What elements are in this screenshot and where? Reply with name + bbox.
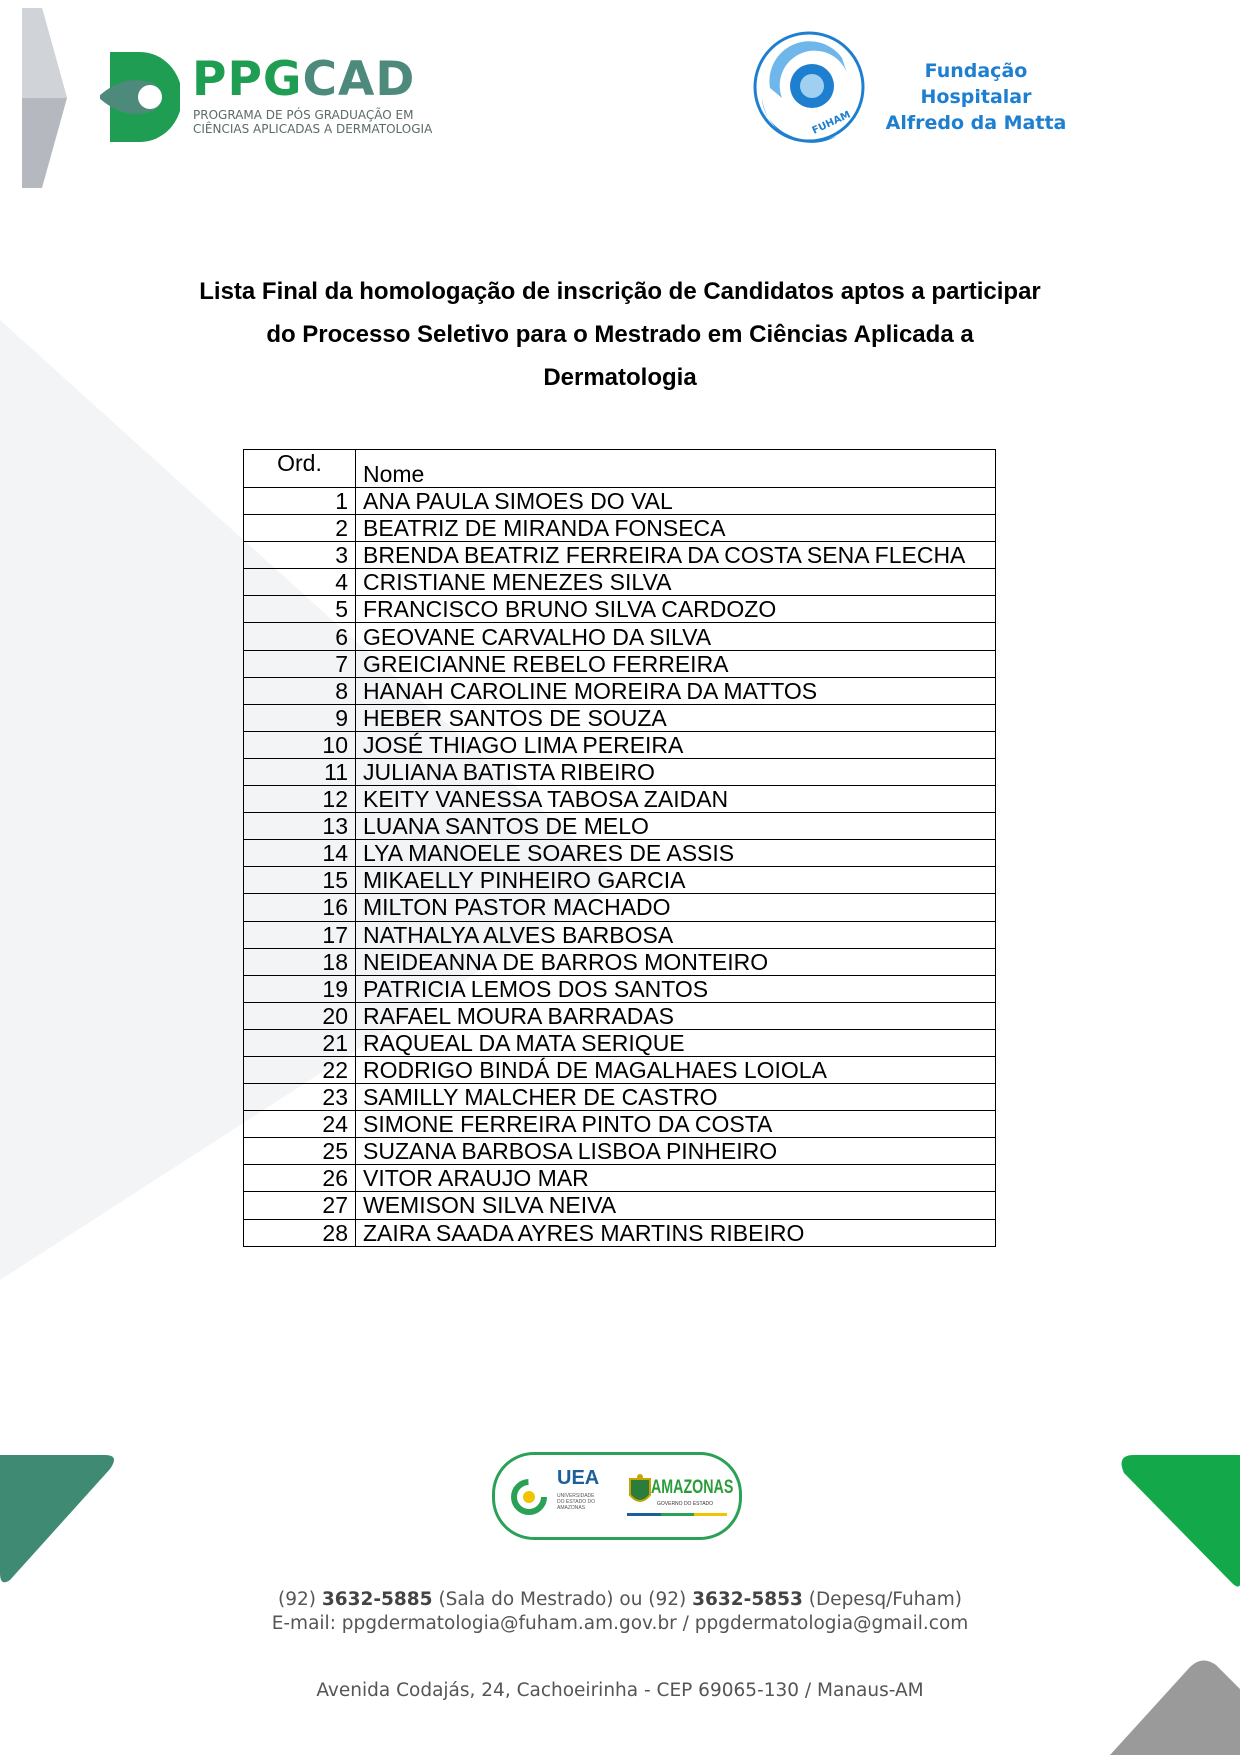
row-name: RAQUEAL DA MATA SERIQUE — [356, 1029, 996, 1056]
row-ord: 23 — [244, 1084, 356, 1111]
row-name: LYA MANOELE SOARES DE ASSIS — [356, 840, 996, 867]
row-ord: 2 — [244, 515, 356, 542]
row-name: MIKAELLY PINHEIRO GARCIA — [356, 867, 996, 894]
phone-line: (92) 3632-5885 (Sala do Mestrado) ou (92) 3632-5853 (Depesq/Fuham) — [278, 1589, 962, 1610]
row-name: WEMISON SILVA NEIVA — [356, 1192, 996, 1219]
bottom-right-gray-decoration — [1110, 1655, 1240, 1755]
row-name: GREICIANNE REBELO FERREIRA — [356, 650, 996, 677]
row-ord: 10 — [244, 731, 356, 758]
row-ord: 21 — [244, 1029, 356, 1056]
row-name: ZAIRA SAADA AYRES MARTINS RIBEIRO — [356, 1219, 996, 1246]
row-ord: 16 — [244, 894, 356, 921]
ppgcad-subtitle: PROGRAMA DE PÓS GRADUAÇÃO EM CIÊNCIAS APLICADAS A DERMATOLOGIA — [193, 108, 433, 136]
row-ord: 18 — [244, 948, 356, 975]
table-row — [244, 758, 996, 785]
table-row — [244, 840, 996, 867]
row-name: SAMILLY MALCHER DE CASTRO — [356, 1084, 996, 1111]
ppgcad-logo — [100, 52, 460, 147]
partner-logos — [492, 1452, 742, 1540]
table-row — [244, 948, 996, 975]
left-chevron-decoration — [22, 8, 72, 188]
table-row — [244, 677, 996, 704]
row-name: BEATRIZ DE MIRANDA FONSECA — [356, 515, 996, 542]
row-name: NEIDEANNA DE BARROS MONTEIRO — [356, 948, 996, 975]
row-name: FRANCISCO BRUNO SILVA CARDOZO — [356, 596, 996, 623]
row-ord: 5 — [244, 596, 356, 623]
row-name: KEITY VANESSA TABOSA ZAIDAN — [356, 786, 996, 813]
table-row — [244, 650, 996, 677]
amazonas-flag-stripe — [627, 1513, 727, 1519]
row-name: SIMONE FERREIRA PINTO DA COSTA — [356, 1111, 996, 1138]
row-ord: 7 — [244, 650, 356, 677]
table-body — [244, 488, 996, 1247]
table-row — [244, 1219, 996, 1246]
candidates-table — [243, 449, 996, 1247]
table-row — [244, 1111, 996, 1138]
footer-contact — [200, 1588, 1040, 1636]
bottom-right-corner-decoration — [1120, 1455, 1240, 1590]
ppgcad-title: PPGCAD — [192, 52, 416, 107]
bottom-left-corner-decoration — [0, 1455, 120, 1585]
column-header-ord: Ord. — [244, 450, 356, 488]
row-ord: 28 — [244, 1219, 356, 1246]
table-row — [244, 1084, 996, 1111]
row-ord: 1 — [244, 488, 356, 515]
table-row — [244, 813, 996, 840]
row-name: LUANA SANTOS DE MELO — [356, 813, 996, 840]
uea-logo-icon — [509, 1477, 549, 1517]
column-header-name: Nome — [356, 450, 996, 488]
table-row — [244, 596, 996, 623]
table-row — [244, 975, 996, 1002]
row-name: HANAH CAROLINE MOREIRA DA MATTOS — [356, 677, 996, 704]
uea-label: UEA — [557, 1467, 600, 1489]
row-name: JULIANA BATISTA RIBEIRO — [356, 758, 996, 785]
fuham-name: Fundação Hospitalar Alfredo da Matta — [885, 60, 1067, 134]
table-row — [244, 569, 996, 596]
row-ord: 4 — [244, 569, 356, 596]
document-title: Lista Final da homologação de inscrição de Candidatos aptos a participar do Processo Seletivo para o Mestrado em Ciências Aplicada a Dermatologia — [199, 278, 1041, 391]
row-name: NATHALYA ALVES BARBOSA — [356, 921, 996, 948]
table-row — [244, 1165, 996, 1192]
row-ord: 3 — [244, 542, 356, 569]
row-ord: 27 — [244, 1192, 356, 1219]
ppgcad-mark-icon — [100, 52, 180, 142]
email-line: E-mail: ppgdermatologia@fuham.am.gov.br / ppgdermatologia@gmail.com — [271, 1613, 969, 1634]
table-row — [244, 515, 996, 542]
row-ord: 17 — [244, 921, 356, 948]
row-name: MILTON PASTOR MACHADO — [356, 894, 996, 921]
row-ord: 8 — [244, 677, 356, 704]
table-row — [244, 623, 996, 650]
table-row — [244, 731, 996, 758]
row-name: CRISTIANE MENEZES SILVA — [356, 569, 996, 596]
footer-address: Avenida Codajás, 24, Cachoeirinha - CEP 69065-130 / Manaus-AM — [316, 1680, 924, 1701]
table-row — [244, 1192, 996, 1219]
uea-sublabel: UNIVERSIDADE DO ESTADO DO AMAZONAS — [557, 1493, 595, 1511]
row-ord: 24 — [244, 1111, 356, 1138]
row-ord: 26 — [244, 1165, 356, 1192]
row-name: RAFAEL MOURA BARRADAS — [356, 1002, 996, 1029]
row-ord: 19 — [244, 975, 356, 1002]
row-ord: 11 — [244, 758, 356, 785]
table-row — [244, 1056, 996, 1083]
row-ord: 13 — [244, 813, 356, 840]
row-ord: 14 — [244, 840, 356, 867]
amazonas-coat-of-arms-icon — [627, 1473, 653, 1511]
row-name: PATRICIA LEMOS DOS SANTOS — [356, 975, 996, 1002]
row-name: SUZANA BARBOSA LISBOA PINHEIRO — [356, 1138, 996, 1165]
table-row — [244, 921, 996, 948]
table-row — [244, 542, 996, 569]
row-name: ANA PAULA SIMOES DO VAL — [356, 488, 996, 515]
table-header-row — [244, 450, 996, 488]
row-ord: 25 — [244, 1138, 356, 1165]
row-ord: 20 — [244, 1002, 356, 1029]
svg-text:FUHAM: FUHAM — [810, 109, 853, 137]
row-name: VITOR ARAUJO MAR — [356, 1165, 996, 1192]
table-row — [244, 786, 996, 813]
row-name: RODRIGO BINDÁ DE MAGALHAES LOIOLA — [356, 1056, 996, 1083]
table-row — [244, 1002, 996, 1029]
table-row — [244, 894, 996, 921]
row-ord: 22 — [244, 1056, 356, 1083]
row-ord: 15 — [244, 867, 356, 894]
table-row — [244, 704, 996, 731]
row-ord: 6 — [244, 623, 356, 650]
row-name: JOSÉ THIAGO LIMA PEREIRA — [356, 731, 996, 758]
row-name: GEOVANE CARVALHO DA SILVA — [356, 623, 996, 650]
row-ord: 12 — [244, 786, 356, 813]
row-name: HEBER SANTOS DE SOUZA — [356, 704, 996, 731]
row-name: BRENDA BEATRIZ FERREIRA DA COSTA SENA FLECHA — [356, 542, 996, 569]
row-ord: 9 — [244, 704, 356, 731]
table-row — [244, 1029, 996, 1056]
table-row — [244, 488, 996, 515]
fuham-logo — [752, 28, 1082, 146]
amazonas-sublabel: GOVERNO DO ESTADO — [657, 1501, 714, 1507]
amazonas-label: AMAZONAS — [651, 1477, 734, 1498]
table-row — [244, 867, 996, 894]
table-row — [244, 1138, 996, 1165]
fuham-seal-icon — [752, 28, 867, 146]
